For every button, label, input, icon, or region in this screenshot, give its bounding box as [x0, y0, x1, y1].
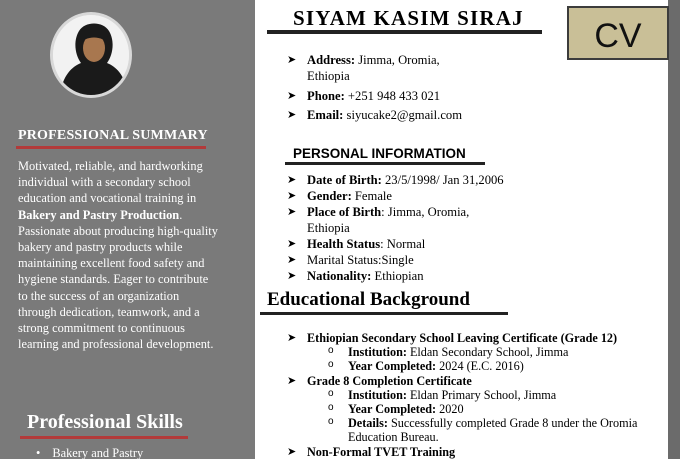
sidebar — [0, 0, 255, 459]
education-detail: o Year Completed: 2024 (E.C. 2016) — [328, 359, 657, 373]
arrow-bullet-icon: ➤ — [287, 173, 297, 186]
education-detail: o Details: Successfully completed Grade 8 under the Oromia Education Bureau. — [328, 416, 657, 444]
arrow-bullet-icon: ➤ — [287, 108, 297, 121]
contact-email: ➤ Email: siyucake2@gmail.com — [287, 108, 463, 122]
profile-photo — [53, 15, 132, 98]
page-edge — [668, 64, 680, 459]
personal-item: ➤ Date of Birth: 23/5/1998/ Jan 31,2006 — [287, 173, 504, 187]
personal-info-list — [287, 172, 547, 284]
education-list — [287, 331, 657, 459]
arrow-bullet-icon: ➤ — [287, 373, 297, 387]
contact-phone: ➤ Phone: +251 948 433 021 — [287, 89, 441, 103]
education-entry: ➤ Grade 8 Completion Certificate o Institution: Eldan Primary School, Jimma o Year Completed: 2020 o Details: Successfully completed Grade 8 under the Oromia Education Bureau. — [287, 374, 657, 445]
arrow-bullet-icon: ➤ — [287, 89, 297, 102]
education-details — [328, 345, 657, 373]
arrow-bullet-icon: ➤ — [287, 189, 297, 202]
contact-address: ➤ Address: Jimma, Oromia, Ethiopia — [287, 53, 440, 83]
education-detail: o Institution: Eldan Primary School, Jimma — [328, 388, 657, 402]
summary-underline — [16, 146, 206, 149]
education-underline — [260, 312, 508, 315]
avatar — [50, 12, 132, 98]
education-title: Educational Background — [267, 289, 470, 310]
education-detail: o Institution: Eldan Secondary School, Jimma — [328, 345, 657, 359]
cv-badge — [567, 6, 669, 60]
arrow-bullet-icon: ➤ — [287, 237, 297, 250]
personal-item: ➤ Nationality: Ethiopian — [287, 269, 424, 283]
education-details — [328, 388, 657, 445]
personal-item: ➤ Marital Status:Single — [287, 253, 414, 267]
full-name: SIYAM KASIM SIRAJ — [293, 6, 524, 30]
summary-title: PROFESSIONAL SUMMARY — [18, 128, 208, 143]
arrow-bullet-icon: ➤ — [287, 253, 297, 266]
arrow-bullet-icon: ➤ — [287, 269, 297, 282]
arrow-bullet-icon: ➤ — [287, 53, 297, 66]
main-page — [255, 0, 668, 459]
personal-info-underline — [285, 162, 485, 165]
education-detail: o Year Completed: 2020 — [328, 402, 657, 416]
arrow-bullet-icon: ➤ — [287, 331, 297, 344]
skill-item: • Bakery and Pastry — [36, 446, 143, 459]
arrow-bullet-icon: ➤ — [287, 444, 297, 458]
personal-item: ➤ Gender: Female — [287, 189, 392, 203]
personal-item: ➤ Health Status: Normal — [287, 237, 426, 251]
education-entry: ➤ Ethiopian Secondary School Leaving Certificate (Grade 12) o Institution: Eldan Secondary School, Jimma o Year Completed: 2024 (E.C. 2016) — [287, 331, 657, 374]
personal-item: ➤ Place of Birth: Jimma, Oromia, Ethiopia — [287, 205, 470, 235]
name-underline — [267, 30, 542, 34]
education-entry: ➤ Non-Formal TVET Training — [287, 444, 456, 459]
skills-title: Professional Skills — [27, 411, 183, 433]
summary-text: Motivated, reliable, and hardworking individual with a secondary school education and vocational training in Bakery and Pastry Production. Passionate about producing high-quality bakery and pastry products while maintaining excellent food safety and hygiene standards. Eager to contribute to the success of an organization through dedication, teamwork, and a strong commitment to continuous learning and professional development. — [18, 159, 218, 352]
skills-list — [36, 446, 143, 459]
arrow-bullet-icon: ➤ — [287, 205, 297, 218]
personal-info-title: PERSONAL INFORMATION — [293, 146, 466, 161]
skills-underline — [20, 436, 188, 439]
cv-badge-label: CV — [594, 17, 642, 55]
contact-list — [287, 52, 547, 123]
